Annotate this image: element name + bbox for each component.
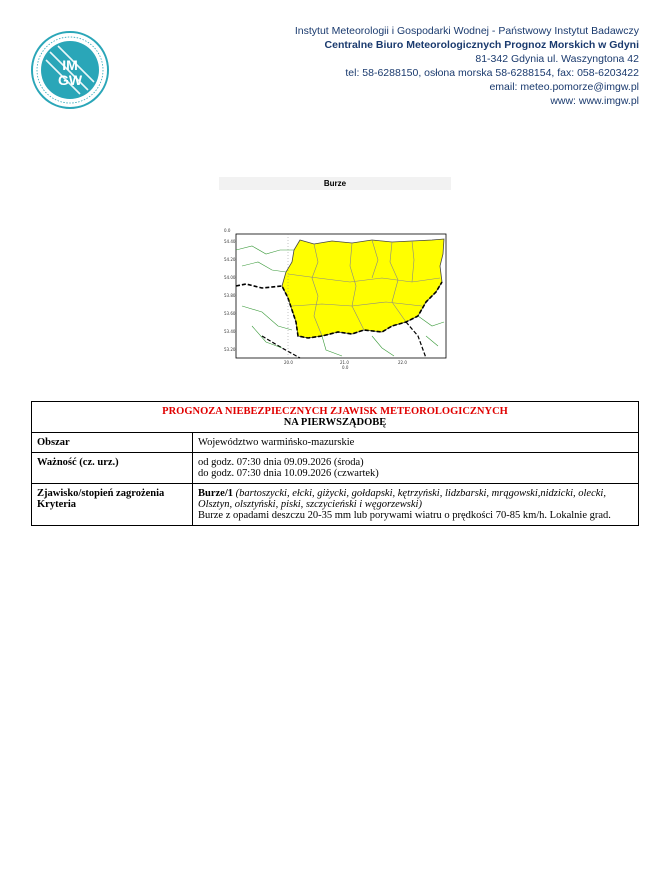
warning-title-line2: NA PIERWSZĄDOBĘ xyxy=(283,417,387,428)
lat-label: 54.20 xyxy=(224,257,236,262)
warning-map xyxy=(222,226,450,370)
lat-label: 53.60 xyxy=(224,311,236,316)
phenomenon-label: Zjawisko/stopień zagrożenia xyxy=(37,488,165,499)
imgw-logo xyxy=(30,30,110,110)
bureau-name: Centralne Biuro Meteorologicznych Prognoz Morskich w Gdyni xyxy=(324,39,639,51)
institute-header xyxy=(295,24,639,108)
validity-from: od godz. 07:30 dnia 09.09.2026 (środa) xyxy=(198,457,364,468)
website[interactable]: www: www.imgw.pl xyxy=(550,95,639,107)
criteria-text: Burze z opadami deszczu 20-35 mm lub porywami wiatru o prędkości 70-85 km/h. Lokalnie grad. xyxy=(198,510,611,521)
address: 81-342 Gdynia ul. Waszyngtona 42 xyxy=(475,53,639,65)
lat-label: 53.80 xyxy=(224,293,236,298)
warning-table xyxy=(31,401,639,526)
lat-label: 53.20 xyxy=(224,347,236,352)
email[interactable]: email: meteo.pomorze@imgw.pl xyxy=(489,81,639,93)
phones: tel: 58-6288150, osłona morska 58-6288154, fax: 058-6203422 xyxy=(345,67,639,79)
phenomenon-level: Burze/1 xyxy=(198,488,233,499)
validity-value xyxy=(193,453,639,484)
lon-label: 20.0 xyxy=(284,360,293,365)
svg-text:IM: IM xyxy=(62,57,78,73)
lat-label: 54.00 xyxy=(224,275,236,280)
criteria-label: Kryteria xyxy=(37,499,77,510)
phenomenon-value xyxy=(193,484,639,526)
validity-label: Ważność (cz. urz.) xyxy=(32,453,193,484)
svg-text:GW: GW xyxy=(57,72,83,88)
lat-label: 53.40 xyxy=(224,329,236,334)
institute-name: Instytut Meteorologii i Gospodarki Wodnej - Państwowy Instytut Badawczy xyxy=(294,25,639,37)
area-value: Województwo warmińsko-mazurskie xyxy=(193,433,639,453)
validity-to: do godz. 07:30 dnia 10.09.2026 (czwartek) xyxy=(198,468,379,479)
lon-label: 21.0 xyxy=(340,360,349,365)
map-corner-label: 0.0 xyxy=(224,228,231,233)
map-title: Burze xyxy=(219,177,451,190)
affected-counties: (bartoszycki, ełcki, giżycki, gołdapski, kętrzyński, lidzbarski, mrągowski,nidzicki, olecki, Olsztyn, olsztyński, piski, szczycieński i węgorzewski) xyxy=(198,488,606,510)
warning-title-line1: PROGNOZA NIEBEZPIECZNYCH ZJAWISK METEOROLOGICZNYCH xyxy=(162,406,508,417)
area-label: Obszar xyxy=(32,433,193,453)
phenomenon-label-cell xyxy=(32,484,193,526)
lon-label: 22.0 xyxy=(398,360,407,365)
map-bottom-label: 0.0 xyxy=(342,365,349,370)
warning-title xyxy=(32,402,639,433)
lat-label: 54.40 xyxy=(224,239,236,244)
